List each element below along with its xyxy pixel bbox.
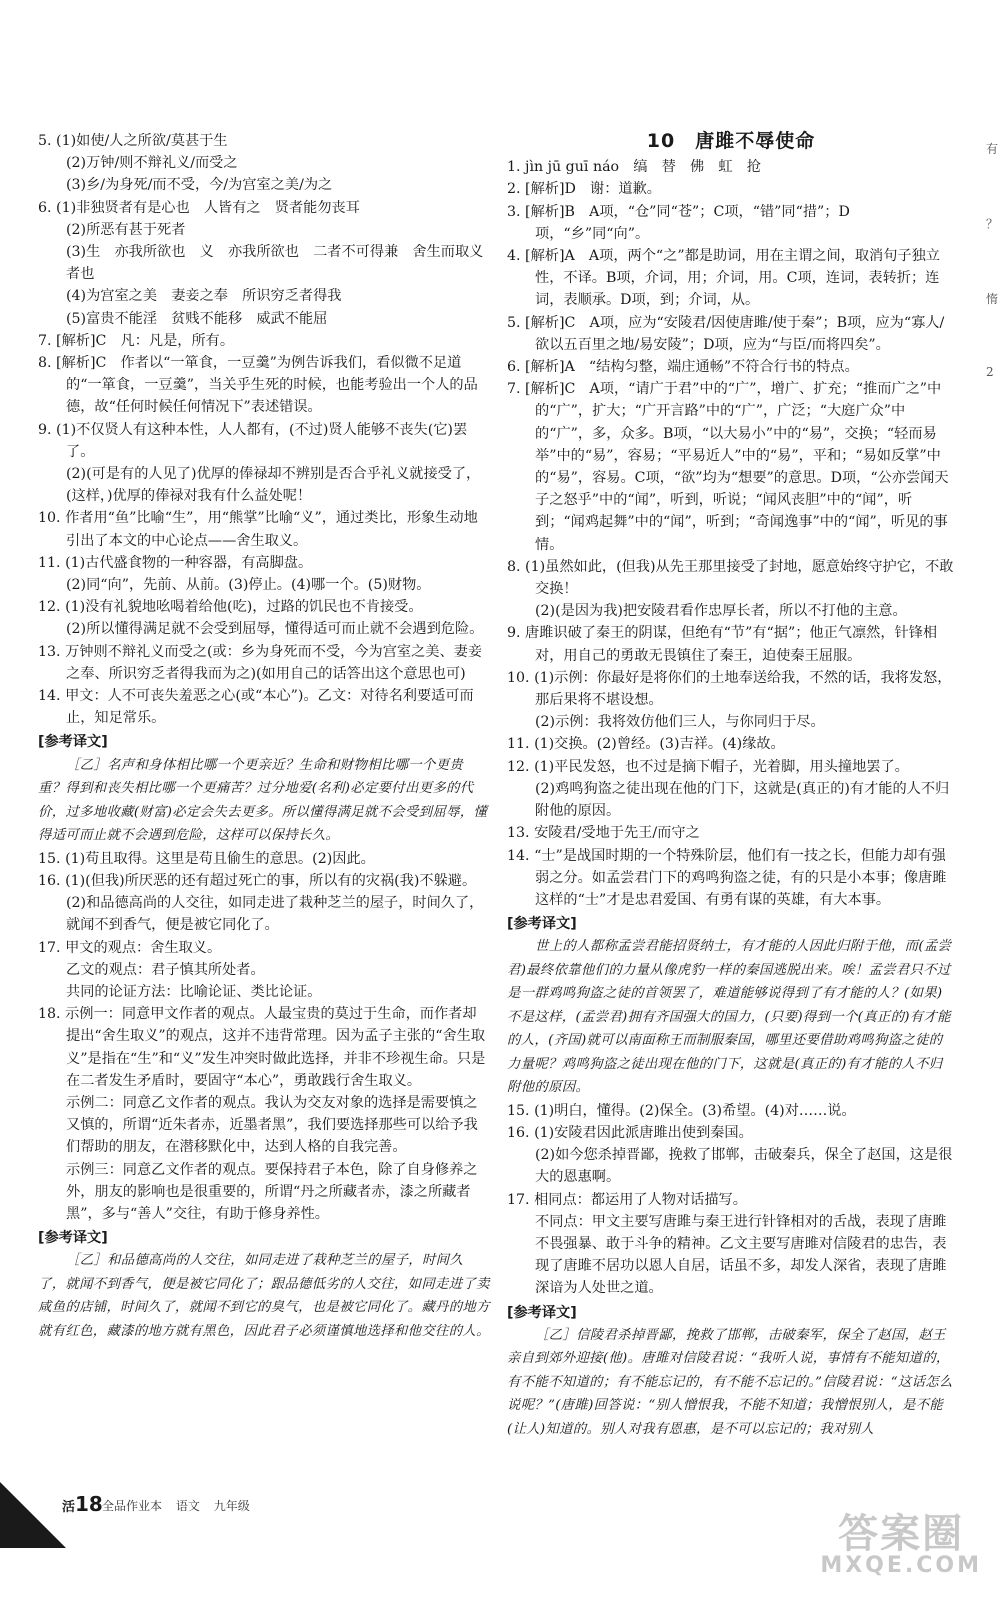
answer-line: 15. (1)明白，懂得。(2)保全。(3)希望。(4)对……说。	[507, 1102, 856, 1119]
answer-line: 11. (1)古代盛食物的一种容器，有高脚盘。	[38, 554, 313, 571]
right-translation-1	[507, 935, 955, 1100]
footer-series: 全品作业本	[102, 1499, 163, 1513]
answer-line: 示例三：同意乙文作者的观点。要保持君子本色，除了自身修养之外，朋友的影响也是很重要的，所谓“丹之所藏者赤，漆之所藏者黑”，多与“善人”交往，有助于修身养性。	[66, 1161, 478, 1222]
answer-line: 6. (1)非独贤者有是心也 人皆有之 贤者能勿丧耳	[38, 199, 360, 216]
answer-line: (3)生 亦我所欲也 义 亦我所欲也 二者不可得兼 舍生而取义者也	[66, 244, 484, 283]
answer-line: 3. [解析]B A项，“仓”同“苍”；C项，“错”同“措”；D项，“乡”同“向”。	[507, 203, 850, 242]
answer-line: 2. [解析]D 谢：道歉。	[507, 181, 661, 198]
lesson-title: 10 唐雎不辱使命	[646, 130, 816, 152]
answer-line: (2)和品德高尚的人交往，如同走进了栽种芝兰的屋子，时间久了，就闻不到香气，便是被它同化了。	[66, 895, 484, 934]
page-num: 18	[75, 1492, 103, 1516]
right-answers-a	[507, 156, 955, 935]
left-column	[38, 130, 490, 1343]
left-answers-b	[38, 848, 490, 1250]
translation-paragraph: 世上的人都称孟尝君能招贤纳士，有才能的人因此归附于他，而(孟尝君)最终依靠他们的力量从像虎豹一样的秦国逃脱出来。唉！孟尝君只不过是一群鸡鸣狗盗之徒的首领罢了，难道能够说得到了有才能的人？(如果)不是这样，(孟尝君)拥有齐国强大的国力，(只要)得到一个(真正的)有才能的人，(齐国)就可以南面称王而制服秦国，哪里还要借助鸡鸣狗盗之徒的力量呢？鸡鸣狗盗之徒出现在他的门下，这就是(真正的)有才能的人不归附他的原因。	[507, 939, 952, 1096]
answer-line: 13. 万钟则不辩礼义而受之(或：乡为身死而不受，今为宫室之美、妻妾之奉、所识穷乏者得我而为之)(如用自己的话答出这个意思也可)	[38, 643, 483, 682]
answer-line: (2)同“向”，先前、从前。(3)停止。(4)哪一个。(5)财物。	[66, 577, 431, 594]
edge-char: ？	[986, 217, 999, 231]
answer-line: 10. (1)示例：你最好是将你们的土地奉送给我，不然的话，我将发怒，那后果将不堪设想。	[507, 669, 952, 709]
translation-paragraph: ［乙］信陵君杀掉晋鄙，挽救了邯郸，击破秦军，保全了赵国，赵王亲自到郊外迎接(他)。唐雎对信陵君说：“我听人说，事情有不能知道的，有不能不知道的；有不能忘记的，有不能不忘记的。”信陵君说：“这话怎么说呢？”(唐雎)回答说：“别人憎恨我，不能不知道；我憎恨别人，是不能(让人)知道的。别人对我有恩惠，是不可以忘记的；我对别人	[507, 1327, 953, 1437]
answer-line: 4. [解析]A A项，两个“之”都是助词，用在主谓之间，取消句子独立性，不译。B项，介词，用；介词，用。C项，连词，表转折；连词，表顺承。D项，到；介词，从。	[507, 248, 940, 309]
footer-grade: 九年级	[213, 1499, 250, 1513]
right-translation-2	[507, 1324, 955, 1442]
answer-line: 不同点：甲文主要写唐雎与秦王进行针锋相对的舌战，表现了唐雎不畏强暴、敢于斗争的精神。乙文主要写唐雎对信陵君的忠告，表现了唐雎不居功以恩人自居，话虽不多，却发人深省，表现了唐雎深谙为人处世之道。	[535, 1213, 947, 1297]
answer-line: (2)鸡鸣狗盗之徒出现在他的门下，这就是(真正的)有才能的人不归附他的原因。	[535, 780, 950, 820]
right-edge-bleed	[986, 140, 1000, 379]
edge-char: 2	[986, 365, 994, 379]
translation-paragraph: ［乙］和品德高尚的人交往，如同走进了栽种芝兰的屋子，时间久了，就闻不到香气，便是被它同化了；跟品德低劣的人交往，如同走进了卖咸鱼的店铺，时间久了，就闻不到它的臭气，也是被它同化了。藏丹的地方就有红色，藏漆的地方就有黑色，因此君子必须谨慎地选择和他交往的人。	[38, 1253, 490, 1339]
answer-line: (2)(是因为我)把安陵君看作忠厚长者，所以不打他的主意。	[535, 603, 907, 620]
answer-line: 1. jìn jū guī náo 缟 替 佛 虹 抢	[507, 159, 761, 176]
answer-line: 8. [解析]C 作者以“一箪食，一豆羹”为例告诉我们，看似微不足道的“一箪食，一豆羹”，当关乎生死的时候，也能考验出一个人的品德，故“任何时候任何情况下”表述错误。	[38, 355, 478, 416]
page-prefix: 活	[62, 1500, 76, 1515]
right-answers-b	[507, 1100, 955, 1324]
answer-line: (4)为宫室之美 妻妾之奉 所识穷乏者得我	[66, 288, 342, 305]
page-number	[62, 1492, 103, 1516]
answer-line: 18. 示例一：同意甲文作者的观点。人最宝贵的莫过于生命，而作者却提出“舍生取义”的观点，这并不违背常理。因为孟子主张的“舍生取义”是指在“生”和“义”发生冲突时做此选择，并非不珍视生命。只是在二者发生矛盾时，要固守“本心”，勇敢践行舍生取义。	[38, 1006, 486, 1089]
answer-line: 12. (1)平民发怒，也不过是摘下帽子，光着脚，用头撞地罢了。	[507, 758, 909, 775]
answer-line: (2)所以懂得满足就不会受到屈辱，懂得适可而止就不会遇到危险。	[66, 621, 484, 638]
answer-line: 8. (1)虽然如此，(但我)从先王那里接受了封地，愿意始终守护它，不敢交换！	[507, 558, 954, 598]
left-answers-a	[38, 130, 490, 754]
section-header: [参考译文]	[507, 916, 577, 933]
watermark-big: 答案圈	[838, 1511, 965, 1557]
edge-char: 有	[986, 142, 999, 156]
answer-line: 9. (1)不仅贤人有这种本性，人人都有，(不过)贤人能够不丧失(它)罢了。	[38, 421, 468, 460]
section-header: [参考译文]	[507, 1304, 577, 1321]
answer-line: (5)富贵不能淫 贫贱不能移 威武不能屈	[66, 310, 328, 327]
answer-line: 14. “士”是战国时期的一个特殊阶层，他们有一技之长，但能力却有强弱之分。如孟尝君门下的鸡鸣狗盗之徒，有的只是小本事；像唐雎这样的“士”才是忠君爱国、有勇有谋的英雄，有大本事。	[507, 847, 947, 908]
answer-line: 16. (1)(但我)所厌恶的还有超过死亡的事，所以有的灾祸(我)不躲避。	[38, 872, 477, 889]
answer-line: 10. 作者用“鱼”比喻“生”，用“熊掌”比喻“义”，通过类比，形象生动地引出了本文的中心论点——舍生取义。	[38, 510, 478, 549]
answer-line: (2)(可是有的人见了)优厚的俸禄却不辨别是否合乎礼义就接受了，(这样，)优厚的俸禄对我有什么益处呢！	[66, 466, 481, 505]
footer-text	[102, 1497, 260, 1514]
answer-line: 6. [解析]A “结构匀整，端庄通畅”不符合行书的特点。	[507, 359, 859, 376]
section-header: [参考译文]	[38, 1230, 108, 1247]
answer-line: 11. (1)交换。(2)曾经。(3)吉祥。(4)缘故。	[507, 736, 785, 753]
answer-line: 7. [解析]C 凡：凡是，所有。	[38, 332, 235, 349]
section-header: [参考译文]	[38, 734, 108, 751]
answer-line: 13. 安陵君/受地于先王/而守之	[507, 825, 700, 842]
answer-line: 示例二：同意乙文作者的观点。我认为交友对象的选择是需要慎之又慎的，所谓“近朱者赤，近墨者黑”，我们要选择那些可以给予我们帮助的朋友，在潜移默化中，达到人格的自我完善。	[66, 1094, 478, 1156]
answer-line: 9. 唐雎识破了秦王的阴谋，但绝有“节”有“据”；他正气凛然，针锋相对，用自己的勇敢无畏镇住了秦王，迫使秦王屈服。	[507, 625, 938, 664]
answer-line: (3)乡/为身死/而不受，今/为宫室之美/为之	[66, 177, 333, 194]
answer-line: (2)所恶有甚于死者	[66, 221, 186, 238]
answer-line: 17. 相同点：都运用了人物对话描写。	[507, 1191, 747, 1208]
translation-paragraph: ［乙］名声和身体相比哪一个更亲近？生命和财物相比哪一个更贵重？得到和丧失相比哪一个更痛苦？过分地爱(名利)必定要付出更多的代价，过多地收藏(财富)必定会失去更多。所以懂得满足就不会受到屈辱，懂得适可而止就不会遇到危险，这样可以保持长久。	[38, 757, 488, 844]
watermark-small: MXQE.COM	[820, 1553, 982, 1578]
answer-line: 5. [解析]C A项，应为“安陵君/因使唐雎/使于秦”；B项，应为“寡人/欲以五百里之地/易安陵”；D项，应为“与臣/而将四矣”。	[507, 314, 945, 353]
answer-line: 17. 甲文的观点：舍生取义。	[38, 939, 222, 956]
footer-subject: 语文	[175, 1499, 200, 1513]
answer-line: (2)示例：我将效仿他们三人，与你同归于尽。	[535, 714, 825, 731]
left-translation-1	[38, 754, 490, 848]
answer-line: 共同的论证方法：比喻论证、类比论证。	[66, 983, 322, 1000]
answer-line: 12. (1)没有礼貌地吆喝着给他(吃)，过路的饥民也不肯接受。	[38, 599, 423, 616]
answer-line: 5. (1)如使/人之所欲/莫甚于生	[38, 133, 228, 149]
answer-line: 14. 甲文：人不可丧失羞恶之心(或“本心”)。乙文：对待名利要适可而止，知足常乐。	[38, 688, 474, 727]
corner-triangle-icon	[0, 1482, 66, 1548]
answer-line: 15. (1)苟且取得。这里是苟且偷生的意思。(2)因此。	[38, 850, 375, 867]
answer-line: (2)万钟/则不辩礼义/而受之	[66, 155, 238, 172]
right-column	[507, 130, 955, 1441]
answer-line: (2)如今您杀掉晋鄙，挽救了邯郸，击破秦兵，保全了赵国，这是很大的恩惠啊。	[535, 1147, 953, 1186]
answer-line: 乙文的观点：君子慎其所处者。	[66, 961, 265, 978]
edge-char: 惰	[986, 292, 999, 306]
answer-line: 7. [解析]C A项，“请广于君”中的“广”，增广、扩充；“推而广之”中的“广”，扩大；“广开言路”中的“广”，广泛；“大庭广众”中的“广”，多，众多。B项，“以大易小”中的“易”，交换；“轻而易举”中的“易”，容易；“平易近人”中的“易”，平和；“易如反掌”中的“易”，容易。C项，“欲”均为“想要”的意思。D项，“公亦尝闻天子之怒乎”中的“闻”，听到，听说；“闻风丧胆”中的“闻”，听到；“闻鸡起舞”中的“闻”，听到；“奇闻逸事”中的“闻”，听见的事情。	[507, 381, 949, 553]
answer-line: 16. (1)安陵君因此派唐雎出使到秦国。	[507, 1125, 753, 1142]
watermark-logo	[820, 1502, 982, 1578]
left-translation-2	[38, 1249, 490, 1343]
